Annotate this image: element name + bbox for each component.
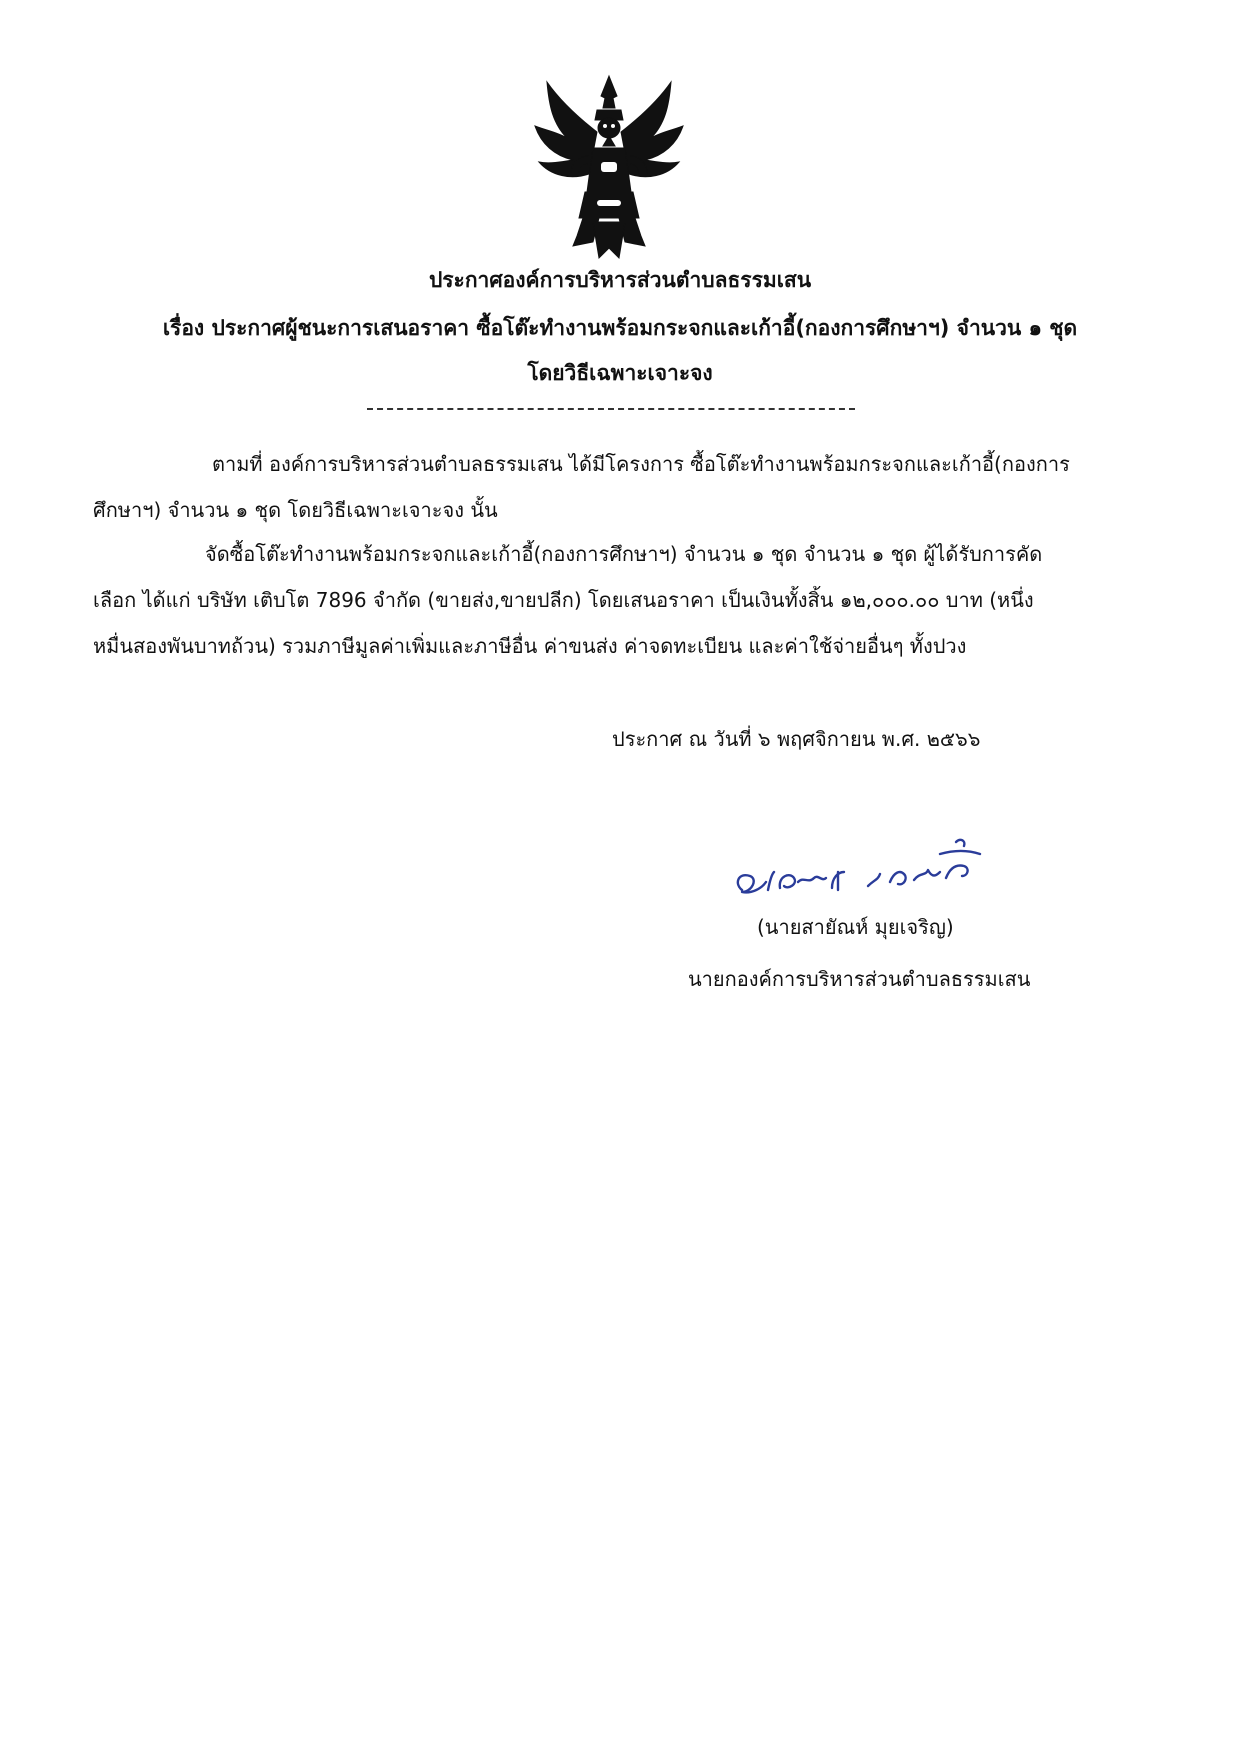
- signatory-position: นายกองค์การบริหารส่วนตำบลธรรมเสน: [688, 967, 1031, 991]
- paragraph-2-line-2: เลือก ได้แก่ บริษัท เติบโต 7896 จำกัด (ขายส่ง,ขายปลีก) โดยเสนอราคา เป็นเงินทั้งสิ้น ๑๒,๐๐๐.๐๐ บาท (หนึ่ง: [93, 588, 1034, 612]
- handwritten-signature: [728, 832, 1008, 904]
- signatory-name: (นายสายัณห์ มุยเจริญ): [757, 915, 954, 939]
- procurement-method: โดยวิธีเฉพาะเจาะจง: [527, 361, 713, 385]
- paragraph-2-line-1: จัดซื้อโต๊ะทำงานพร้อมกระจกและเก้าอี้(กองการศึกษาฯ) จำนวน ๑ ชุด จำนวน ๑ ชุด ผู้ได้รับการคัด: [205, 542, 1043, 566]
- announcement-subject: เรื่อง ประกาศผู้ชนะการเสนอราคา ซื้อโต๊ะทำงานพร้อมกระจกและเก้าอี้(กองการศึกษาฯ) จำนวน ๑ ชุด: [162, 316, 1078, 340]
- paragraph-2-line-3: หมื่นสองพันบาทถ้วน) รวมภาษีมูลค่าเพิ่มและภาษีอื่น ค่าขนส่ง ค่าจดทะเบียน และค่าใช้จ่ายอื่นๆ ทั้งปวง: [93, 634, 967, 658]
- paragraph-1-line-2: ศึกษาฯ) จำนวน ๑ ชุด โดยวิธีเฉพาะเจาะจง นั้น: [93, 498, 498, 522]
- paragraph-1-line-1: ตามที่ องค์การบริหารส่วนตำบลธรรมเสน ได้มีโครงการ ซื้อโต๊ะทำงานพร้อมกระจกและเก้าอี้(กองการ: [212, 452, 1070, 476]
- announcement-date: ประกาศ ณ วันที่ ๖ พฤศจิกายน พ.ศ. ๒๕๖๖: [612, 727, 981, 751]
- header-divider: [367, 408, 855, 410]
- garuda-emblem: [527, 72, 692, 262]
- announcement-title: ประกาศองค์การบริหารส่วนตำบลธรรมเสน: [428, 268, 812, 292]
